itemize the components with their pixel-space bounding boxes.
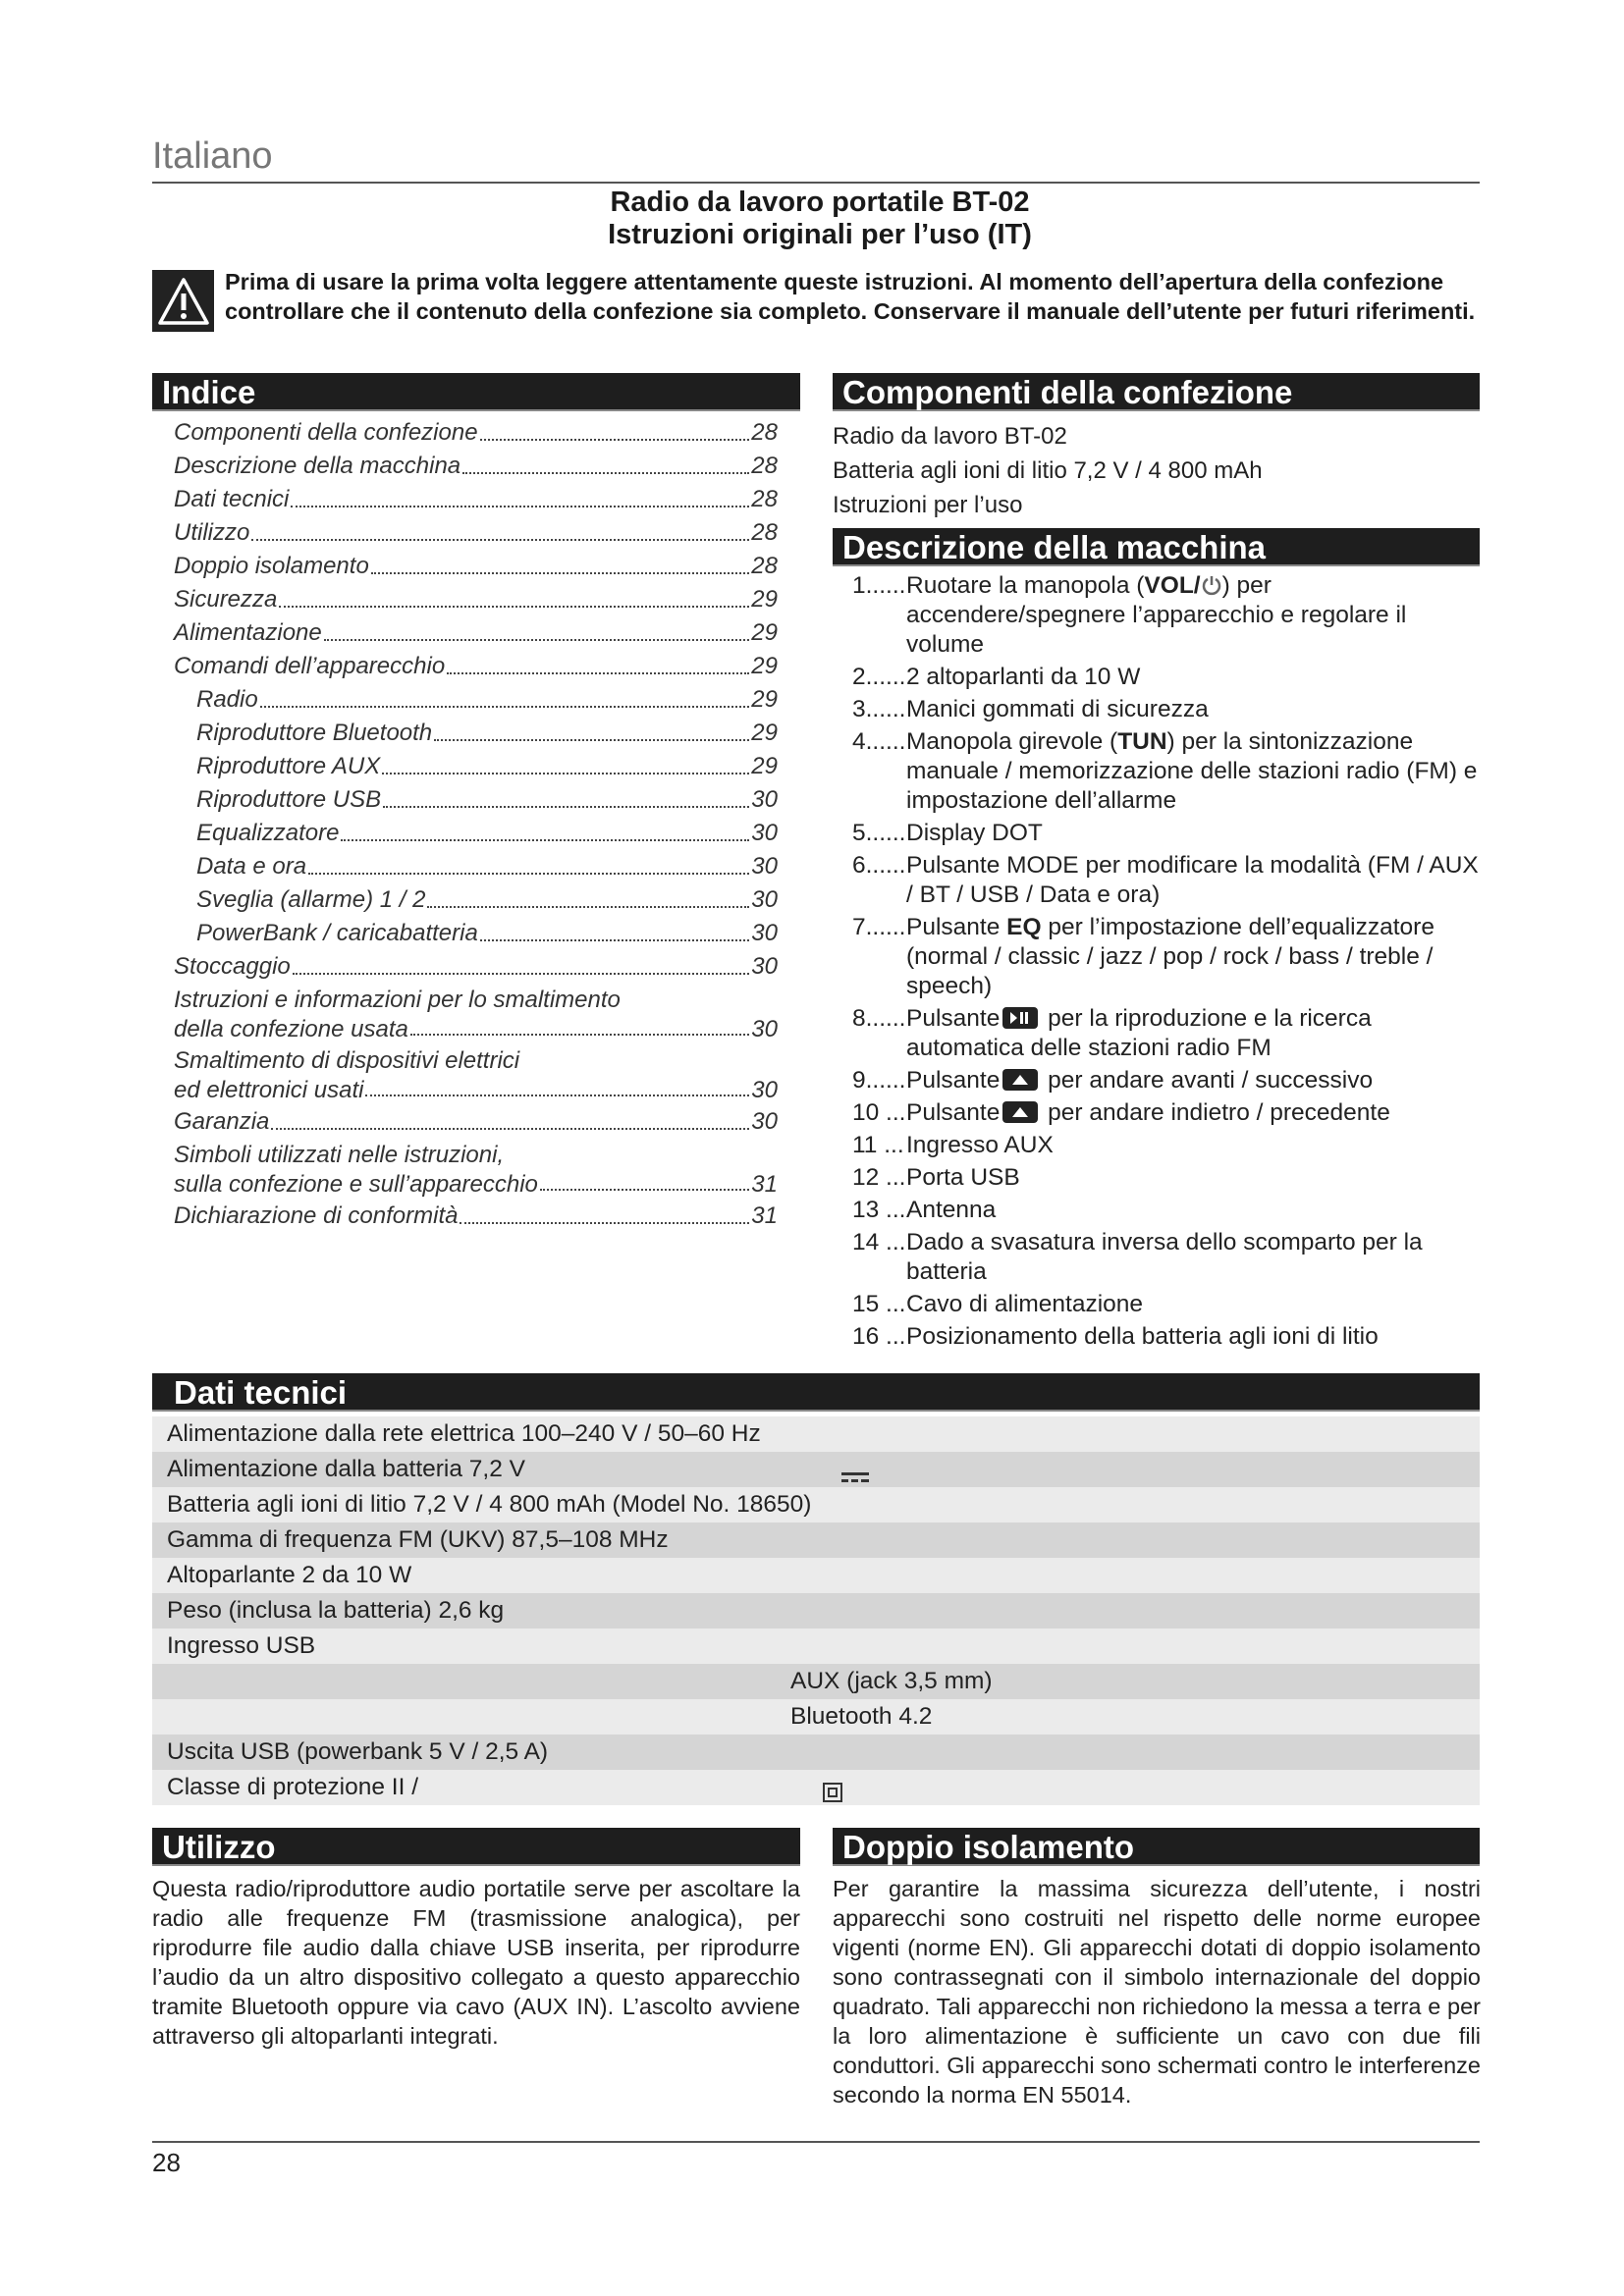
toc-entry-title: ed elettronici usati [174,1077,364,1103]
toc-dot-leader [480,939,749,941]
toc-entry-page: 30 [751,1077,778,1103]
item-number: 13 ... [852,1197,906,1223]
toc-entry [174,1200,778,1233]
spec-row [152,1770,1480,1805]
item-text-part: per l’impostazione dell’equalizzatore (normal / classic / jazz / pop / rock / bass / treble / speech) [906,914,1435,999]
toc-entry-title: Garanzia [174,1108,270,1135]
document-title: Radio da lavoro portatile BT-02 [610,187,1030,218]
toc-entry-title: PowerBank / caricabatteria [196,920,478,946]
toc-entry-page: 29 [751,653,778,679]
index-heading: Indice [152,373,800,411]
toc-entry-title: Sicurezza [174,586,278,613]
item-text [906,1163,1020,1193]
spec-row [152,1593,1480,1629]
item-text-part: Antenna [906,1197,997,1223]
toc-dot-leader [293,973,750,975]
item-text [906,663,1140,692]
item-text-part: Manopola girevole ( [906,728,1118,755]
spec-label: Batteria agli ioni di litio 7,2 V / 4 800 mAh (Model No. 18650) [167,1491,812,1518]
spec-row [152,1487,1480,1522]
item-number: 11 ... [852,1132,904,1158]
toc-entry-title: Utilizzo [174,519,250,546]
item-text-part: Pulsante [906,1067,1001,1094]
item-text-part: ) per accendere/spegnere l’apparecchio e regolare il volume [906,572,1407,658]
toc-dot-leader [434,739,749,741]
insulation-heading: Doppio isolamento [833,1828,1480,1866]
toc-dot-leader [291,506,749,507]
double-insulation-icon [823,1778,842,1813]
item-text-part: Porta USB [906,1164,1020,1191]
toc-entry-page: 29 [751,619,778,646]
item-text-part: Pulsante [906,1005,1001,1032]
description-item [852,571,1481,660]
language-label: Italiano [152,135,273,177]
toc-entry [174,416,778,450]
toc-entry-page: 28 [751,553,778,579]
item-text [906,1004,1481,1063]
toc-dot-leader [371,572,750,574]
item-number: 3...... [852,696,906,722]
toc-entry [174,783,778,817]
toc-entry [174,850,778,883]
item-number: 15 ... [852,1291,906,1317]
spec-row [152,1416,1480,1452]
description-item [852,1131,1481,1160]
specs-heading: Dati tecnici [152,1373,1480,1412]
package-item: Istruzioni per l’uso [833,492,1023,518]
description-item [852,1196,1481,1225]
toc-dot-leader [480,439,750,441]
down-icon [1002,1101,1038,1123]
warning-text: Prima di usare la prima volta leggere attentamente queste istruzioni. Al momento dell’apertura della confezione controllare che il contenuto della confezione sia completo. Conservare il manuale dell’utente per futuri riferimenti. [225,269,1476,324]
toc-entry-page: 29 [751,686,778,713]
package-heading: Componenti della confezione [833,373,1480,411]
spec-label: Alimentazione dalla batteria 7,2 V [167,1456,525,1482]
item-text-part: per la riproduzione e la ricerca automatica delle stazioni radio FM [906,1005,1372,1061]
description-item [852,1004,1481,1063]
spec-row [152,1735,1480,1770]
warning-icon [152,270,214,332]
item-keyword: VOL/ [1144,572,1201,599]
item-text-part: Pulsante MODE per modificare la modalità (FM / AUX / BT / USB / Data e ora) [906,852,1479,908]
toc-entry-title: Dichiarazione di conformità [174,1202,459,1229]
description-item [852,695,1481,724]
toc-dot-leader [308,873,749,875]
toc-entry-page: 30 [751,786,778,813]
description-item [852,1228,1481,1287]
toc-entry [174,550,778,583]
toc-entry [174,1015,778,1044]
item-text-part: 2 altoparlanti da 10 W [906,664,1141,690]
item-number: 7...... [852,914,906,940]
toc-entry [174,616,778,650]
spec-label: Altoparlante 2 da 10 W [167,1562,412,1588]
item-text-part: Cavo di alimentazione [906,1291,1144,1317]
description-item [852,663,1481,692]
toc-entry-page: 30 [751,953,778,980]
item-text-part: Ingresso AUX [906,1132,1054,1158]
toc-dot-leader [251,539,749,541]
toc-entry-page: 29 [751,753,778,779]
toc-entry [174,650,778,683]
table-of-contents [174,416,778,1233]
description-heading: Descrizione della macchina [833,528,1480,566]
toc-entry-page: 30 [751,820,778,846]
spec-row [152,1558,1480,1593]
item-keyword: TUN [1117,728,1167,755]
toc-entry-title: Data e ora [196,853,307,880]
package-list [833,419,1263,522]
toc-dot-leader [460,1222,749,1224]
toc-entry-page: 30 [751,1016,778,1042]
item-text-part: Pulsante [906,914,1007,940]
spec-row [152,1522,1480,1558]
toc-dot-leader [324,639,750,641]
toc-dot-leader [462,472,749,474]
item-text-part: Pulsante [906,1099,1001,1126]
toc-entry-title: Doppio isolamento [174,553,369,579]
item-text [906,1290,1143,1319]
toc-entry [174,950,778,984]
toc-entry-page: 28 [751,486,778,512]
item-text-part: Manici gommati di sicurezza [906,696,1209,722]
page-number: 28 [152,2148,181,2177]
spec-label: Uscita USB (powerbank 5 V / 2,5 A) [167,1738,549,1765]
toc-entry [174,1170,778,1200]
toc-entry-page: 28 [751,453,778,479]
toc-entry [174,1076,778,1105]
item-text [906,1196,996,1225]
toc-dot-leader [341,839,749,841]
item-text [906,1131,1054,1160]
insulation-text: Per garantire la massima sicurezza dell’utente, i nostri apparecchi sono costruiti nel rispetto delle norme europee vigenti (norme EN). Gli apparecchi dotati di doppio isolamento sono contrassegnati con il simbolo internazionale del doppio quadrato. Tali apparecchi non richiedono la messa a terra e per la loro alimentazione è sufficiente un cavo con due fili conduttori. Gli apparecchi sono schermati contro le interferenze secondo la norma EN 55014. [833,1876,1481,2108]
item-number: 9...... [852,1067,906,1094]
description-item [852,727,1481,816]
toc-entry [174,450,778,483]
toc-entry-title: Componenti della confezione [174,419,478,446]
description-item [852,1163,1481,1193]
toc-entry [174,1105,778,1139]
spec-row [152,1629,1480,1664]
item-number: 16 ... [852,1323,906,1350]
toc-entry-title: Alimentazione [174,619,322,646]
item-text-part: Posizionamento della batteria agli ioni di litio [906,1323,1379,1350]
description-item [852,1322,1481,1352]
toc-dot-leader [279,606,749,608]
item-text-part: per andare indietro / precedente [1041,1099,1390,1126]
toc-entry-page: 29 [751,586,778,613]
toc-entry-page: 31 [751,1171,778,1198]
toc-entry-line: Istruzioni e informazioni per lo smaltimento [174,987,621,1013]
item-text-part: per andare avanti / successivo [1041,1067,1374,1094]
toc-entry-title: Stoccaggio [174,953,291,980]
item-text [906,727,1481,816]
item-number: 14 ... [852,1229,906,1255]
spec-row [152,1664,1480,1699]
item-number: 2...... [852,664,906,690]
toc-dot-leader [383,806,749,808]
description-item [852,1098,1481,1128]
toc-entry-page: 30 [751,920,778,946]
item-text [906,819,1043,848]
toc-entry [174,683,778,717]
item-number: 4...... [852,728,906,755]
play-pause-icon [1002,1007,1038,1029]
spec-value: Bluetooth 4.2 [790,1703,933,1730]
description-list [852,571,1481,1355]
up-icon [1002,1069,1038,1091]
item-text [906,695,1209,724]
item-text [906,1098,1390,1128]
item-number: 5...... [852,820,906,846]
header-divider [152,182,1480,184]
item-text [906,1322,1379,1352]
specs-table [152,1416,1480,1805]
toc-entry [174,583,778,616]
item-number: 1...... [852,572,906,599]
toc-entry-page: 29 [751,720,778,746]
toc-dot-leader [365,1095,749,1096]
toc-entry [174,516,778,550]
item-text [906,571,1481,660]
description-item [852,819,1481,848]
toc-entry-title: Descrizione della macchina [174,453,461,479]
spec-label: Ingresso USB [167,1632,316,1659]
toc-entry [174,483,778,516]
spec-label: Gamma di frequenza FM (UKV) 87,5–108 MHz [167,1526,669,1553]
toc-dot-leader [447,672,749,674]
toc-dot-leader [410,1034,749,1036]
item-number: 6...... [852,852,906,879]
toc-entry-title: Riproduttore AUX [196,753,381,779]
toc-entry-title: sulla confezione e sull’apparecchio [174,1171,538,1198]
item-text [906,1066,1373,1095]
toc-entry [174,817,778,850]
item-text-part: Display DOT [906,820,1043,846]
item-text-part: Dado a svasatura inversa dello scomparto per la batteria [906,1229,1423,1285]
toc-entry-title: Radio [196,686,258,713]
spec-row [152,1452,1480,1487]
item-text [906,913,1481,1001]
spec-label: Peso (inclusa la batteria) 2,6 kg [167,1597,505,1624]
item-text [906,1228,1481,1287]
description-item [852,1066,1481,1095]
item-text-part: Ruotare la manopola ( [906,572,1145,599]
toc-entry-title: Comandi dell’apparecchio [174,653,446,679]
toc-entry [174,883,778,917]
toc-entry-title: Sveglia (allarme) 1 / 2 [196,886,426,913]
toc-dot-leader [271,1128,749,1130]
toc-entry-title: Riproduttore Bluetooth [196,720,433,746]
toc-dot-leader [260,706,750,708]
description-item [852,913,1481,1001]
toc-entry-title: Riproduttore USB [196,786,382,813]
toc-entry [174,750,778,783]
toc-entry-page: 28 [751,419,778,446]
usage-text: Questa radio/riproduttore audio portatile serve per ascoltare la radio alle frequenze FM (trasmissione analogica), per riprodurre file audio dalla chiave USB inserita, per riprodurre l’audio da un altro dispositivo collegato a questo apparecchio tramite Bluetooth oppure via cavo (AUX IN). L’ascolto avviene attraverso gli altoparlanti integrati. [152,1876,800,2049]
item-keyword: EQ [1006,914,1042,940]
toc-entry-line: Simboli utilizzati nelle istruzioni, [174,1142,505,1168]
spec-value: AUX (jack 3,5 mm) [790,1668,993,1694]
item-number: 8...... [852,1005,906,1032]
spec-label: Alimentazione dalla rete elettrica 100–240 V / 50–60 Hz [167,1420,761,1447]
toc-entry-line: Smaltimento di dispositivi elettrici [174,1047,520,1074]
usage-heading: Utilizzo [152,1828,800,1866]
description-item [852,1290,1481,1319]
item-text-part: ) per la sintonizzazione manuale / memorizzazione delle stazioni radio (FM) e impostazione dell’allarme [906,728,1478,814]
toc-entry-page: 28 [751,519,778,546]
toc-entry-title: Dati tecnici [174,486,290,512]
toc-dot-leader [540,1189,749,1191]
spec-row [152,1699,1480,1735]
item-number: 12 ... [852,1164,906,1191]
item-text [906,851,1481,910]
toc-dot-leader [427,906,749,908]
toc-entry-page: 30 [751,853,778,880]
document-subtitle: Istruzioni originali per l’uso (IT) [608,219,1032,250]
toc-entry-page: 31 [751,1202,778,1229]
toc-entry-page: 30 [751,1108,778,1135]
description-item [852,851,1481,910]
toc-entry [174,917,778,950]
package-item: Radio da lavoro BT-02 [833,423,1067,450]
toc-dot-leader [382,773,749,774]
item-number: 10 ... [852,1099,906,1126]
toc-entry [174,717,778,750]
toc-entry-page: 30 [751,886,778,913]
footer-divider [152,2141,1480,2143]
package-item: Batteria agli ioni di litio 7,2 V / 4 800 mAh [833,457,1263,484]
spec-label: Classe di protezione II / [167,1774,419,1800]
toc-entry-title: della confezione usata [174,1016,408,1042]
power-icon [1201,572,1222,599]
toc-entry-title: Equalizzatore [196,820,340,846]
